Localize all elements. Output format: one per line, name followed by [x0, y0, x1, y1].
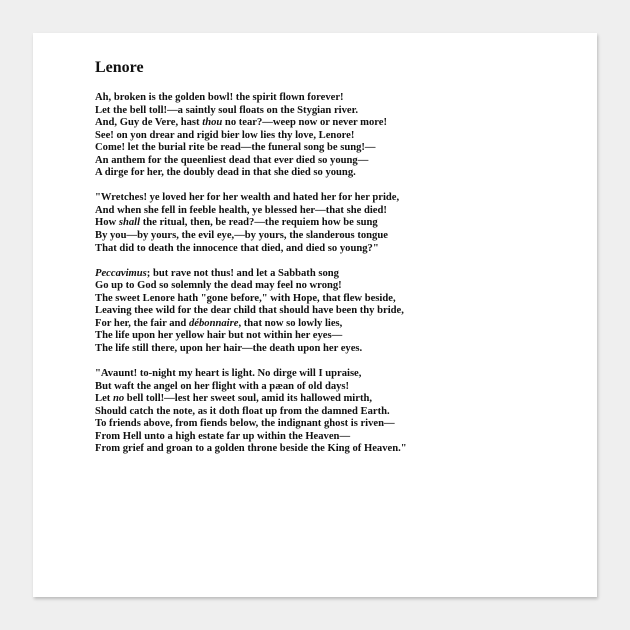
poem-line: To friends above, from fiends below, the indignant ghost is riven— [95, 418, 395, 430]
poem-line: From Hell unto a high estate far up within the Heaven— [95, 430, 351, 442]
poem-line: Let no bell toll!—lest her sweet soul, amid its hallowed mirth, [95, 393, 373, 405]
poem-line: And when she fell in feeble health, ye blessed her—that she died! [95, 204, 387, 216]
poem-line: Let the bell toll!—a saintly soul floats on the Stygian river. [95, 104, 358, 116]
stanza-2 [95, 192, 515, 255]
poem-line: And, Guy de Vere, hast thou no tear?—weep now or never more! [95, 117, 388, 129]
stanza-4 [95, 368, 515, 456]
poem-line: From grief and groan to a golden throne beside the King of Heaven." [95, 443, 407, 455]
poem-body [95, 92, 515, 468]
poem-line: A dirge for her, the doubly dead in that she died so young. [95, 167, 356, 179]
poem-line: The life still there, upon her hair—the death upon her eyes. [95, 342, 363, 354]
poem-line: "Avaunt! to-night my heart is light. No dirge will I upraise, [95, 368, 362, 380]
poem-line: For her, the fair and débonnaire, that now so lowly lies, [95, 317, 343, 329]
poem-line: See! on yon drear and rigid bier low lies thy love, Lenore! [95, 129, 355, 141]
stanza-1 [95, 92, 515, 180]
poem-line: By you—by yours, the evil eye,—by yours, the slanderous tongue [95, 230, 388, 242]
poem-line: An anthem for the queenliest dead that ever died so young— [95, 154, 369, 166]
poem-line: The life upon her yellow hair but not within her eyes— [95, 330, 343, 342]
poem-line: How shall the ritual, then, be read?—the requiem how be sung [95, 217, 378, 229]
poem-line: Ah, broken is the golden bowl! the spirit flown forever! [95, 92, 344, 103]
poem-line: Come! let the burial rite be read—the funeral song be sung!— [95, 142, 376, 154]
poem-line: Should catch the note, as it doth float up from the damned Earth. [95, 405, 390, 417]
poem-line: But waft the angel on her flight with a pæan of old days! [95, 380, 350, 392]
poem-line: The sweet Lenore hath "gone before," with Hope, that flew beside, [95, 292, 396, 304]
poem-line: Leaving thee wild for the dear child that should have been thy bride, [95, 305, 404, 317]
poem-line: That did to death the innocence that died, and died so young?" [95, 242, 379, 254]
stanza-3 [95, 268, 515, 356]
poem-line: Go up to God so solemnly the dead may feel no wrong! [95, 280, 342, 292]
poem-title: Lenore [95, 59, 144, 76]
poem-line: "Wretches! ye loved her for her wealth and hated her for her pride, [95, 192, 400, 204]
poem-line: Peccavimus; but rave not thus! and let a Sabbath song [95, 267, 339, 279]
